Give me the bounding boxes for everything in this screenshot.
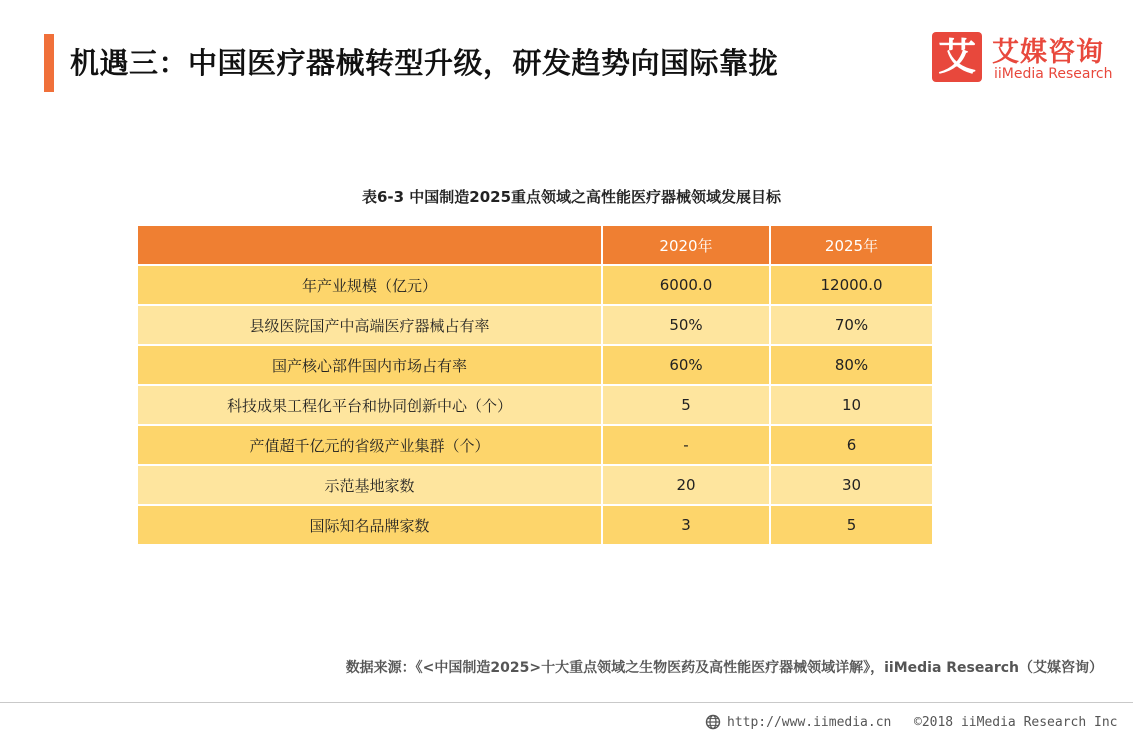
value-2020: 3 <box>602 505 770 545</box>
table-row <box>138 465 932 505</box>
footer-divider <box>0 702 1133 703</box>
column-header-2020: 2020年 <box>602 226 770 265</box>
row-label: 科技成果工程化平台和协同创新中心（个） <box>138 385 602 425</box>
value-2025: 12000.0 <box>770 265 932 305</box>
row-label: 示范基地家数 <box>138 465 602 505</box>
value-2020: 5 <box>602 385 770 425</box>
title-accent-bar <box>44 34 54 92</box>
logo-mark: 艾 <box>932 32 982 82</box>
table-row <box>138 425 932 465</box>
row-label: 年产业规模（亿元） <box>138 265 602 305</box>
footer <box>0 713 1133 733</box>
website-link[interactable]: http://www.iimedia.cn <box>727 715 892 730</box>
value-2020: 50% <box>602 305 770 345</box>
value-2025: 10 <box>770 385 932 425</box>
value-2025: 70% <box>770 305 932 345</box>
value-2020: 20 <box>602 465 770 505</box>
copyright-text: ©2018 iiMedia Research Inc <box>914 715 1118 730</box>
goals-table <box>138 226 932 546</box>
page-title: 机遇三：中国医疗器械转型升级，研发趋势向国际靠拢 <box>70 46 779 80</box>
column-header-indicator <box>138 226 602 265</box>
value-2020: 6000.0 <box>602 265 770 305</box>
value-2020: 60% <box>602 345 770 385</box>
row-label: 国际知名品牌家数 <box>138 505 602 545</box>
table-row <box>138 265 932 305</box>
row-label: 产值超千亿元的省级产业集群（个） <box>138 425 602 465</box>
table-title: 表6-3 中国制造2025重点领域之高性能医疗器械领域发展目标 <box>361 188 782 206</box>
brand-logo <box>932 30 1122 90</box>
value-2025: 5 <box>770 505 932 545</box>
column-header-2025: 2025年 <box>770 226 932 265</box>
table-header-row <box>138 226 932 265</box>
row-label: 国产核心部件国内市场占有率 <box>138 345 602 385</box>
table-row <box>138 305 932 345</box>
globe-icon <box>705 714 721 730</box>
table-row <box>138 505 932 545</box>
value-2025: 6 <box>770 425 932 465</box>
logo-name-cn: 艾媒咨询 <box>992 37 1104 68</box>
table-row <box>138 345 932 385</box>
table-row <box>138 385 932 425</box>
value-2025: 80% <box>770 345 932 385</box>
value-2025: 30 <box>770 465 932 505</box>
value-2020: - <box>602 425 770 465</box>
data-source-note: 数据来源：《<中国制造2025>十大重点领域之生物医药及高性能医疗器械领域详解》，iiMedia Research（艾媒咨询） <box>345 660 1103 676</box>
logo-name-en: iiMedia Research <box>994 66 1113 82</box>
row-label: 县级医院国产中高端医疗器械占有率 <box>138 305 602 345</box>
